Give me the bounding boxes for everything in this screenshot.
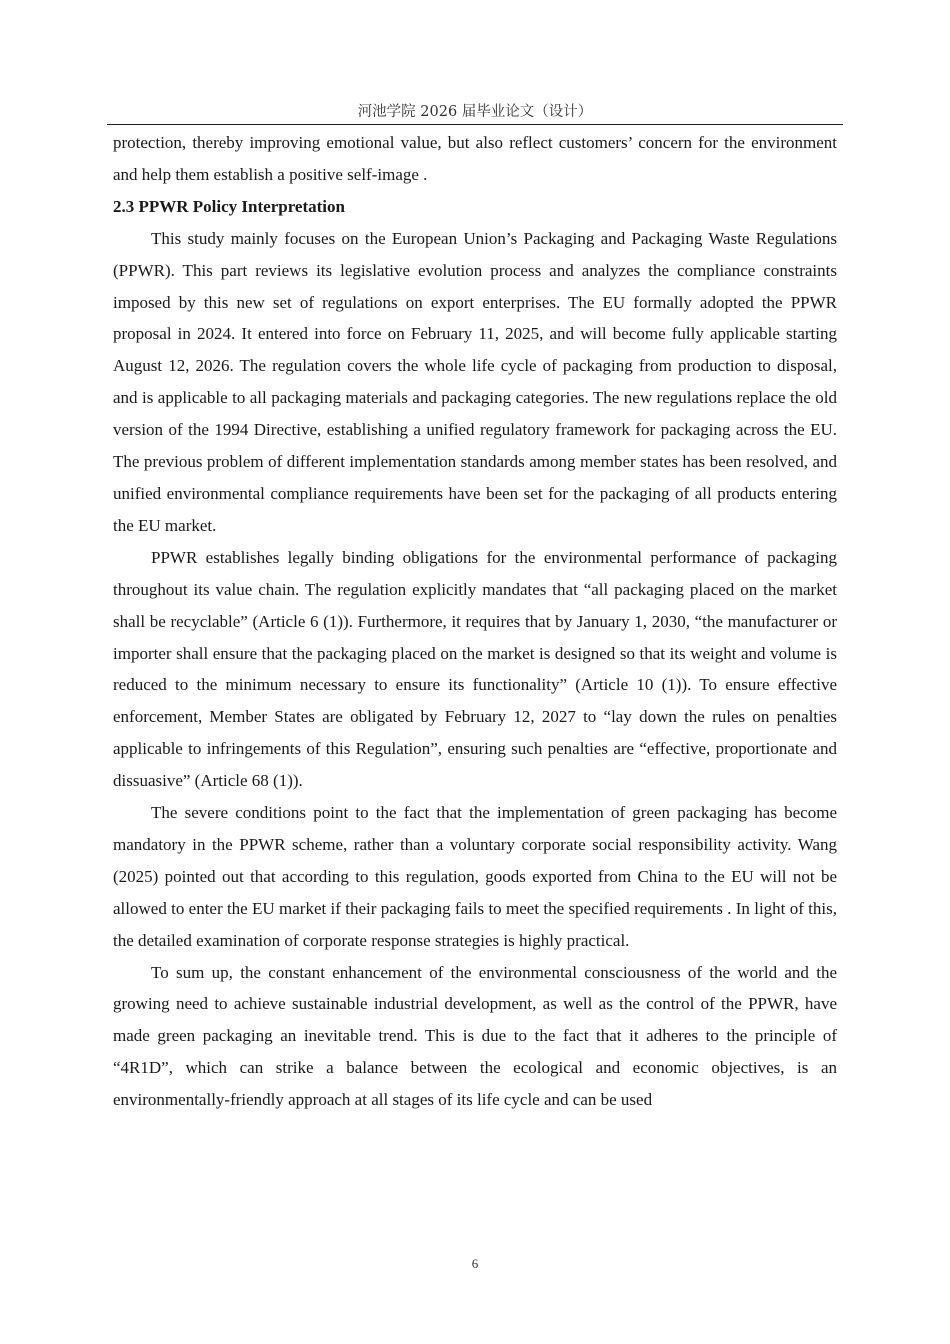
- continued-paragraph: protection, thereby improving emotional value, but also reflect customers’ concern for the environment and help them establish a positive self-image .: [113, 133, 837, 184]
- paragraph-ppwr-obligations: PPWR establishes legally binding obligations for the environmental performance of packaging throughout its value chain. The regulation explicitly mandates that “all packaging placed on the market shall be recyclable” (Article 6 (1)). Furthermore, it requires that by January 1, 2030, “the manufacturer or importer shall ensure that the packaging placed on the market is designed so that its weight and volume is reduced to the minimum necessary to ensure its functionality” (Article 10 (1)). To ensure effective enforcement, Member States are obligated by February 12, 2027 to “lay down the rules on penalties applicable to infringements of this Regulation”, ensuring such penalties are “effective, proportionate and dissuasive” (Article 68 (1)).: [113, 547, 837, 791]
- page-body: [113, 127, 837, 1116]
- header-rule: [107, 124, 843, 125]
- paragraph-mandatory-green-packaging: The severe conditions point to the fact that the implementation of green packaging has become mandatory in the PPWR scheme, rather than a voluntary corporate social responsibility activity. Wang (2025) pointed out that according to this regulation, goods exported from China to the EU will not be allowed to enter the EU market if their packaging fails to meet the specified requirements . In light of this, the detailed examination of corporate response strategies is highly practical.: [113, 803, 837, 950]
- page-number: 6: [471, 1256, 479, 1271]
- section-heading: 2.3 PPWR Policy Interpretation: [113, 196, 345, 216]
- running-header: 河池学院 2026 届毕业论文（设计）: [357, 104, 593, 120]
- paragraph-summary: To sum up, the constant enhancement of the environmental consciousness of the world and the growing need to achieve sustainable industrial development, as well as the control of the PPWR, have made green packaging an inevitable trend. This is due to the fact that it adheres to the principle of “4R1D”, which can strike a balance between the ecological and economic objectives, is an environmentally-friendly approach at all stages of its life cycle and can be used: [113, 962, 837, 1110]
- paragraph-ppwr-intro: This study mainly focuses on the European Union’s Packaging and Packaging Waste Regulations (PPWR). This part reviews its legislative evolution process and analyzes the compliance constraints imposed by this new set of regulations on export enterprises. The EU formally adopted the PPWR proposal in 2024. It entered into force on February 11, 2025, and will become fully applicable starting August 12, 2026. The regulation covers the whole life cycle of packaging from production to disposal, and is applicable to all packaging materials and packaging categories. The new regulations replace the old version of the 1994 Directive, establishing a unified regulatory framework for packaging across the EU. The previous problem of different implementation standards among member states has been resolved, and unified environmental compliance requirements have been set for the packaging of all products entering the EU market.: [113, 228, 837, 535]
